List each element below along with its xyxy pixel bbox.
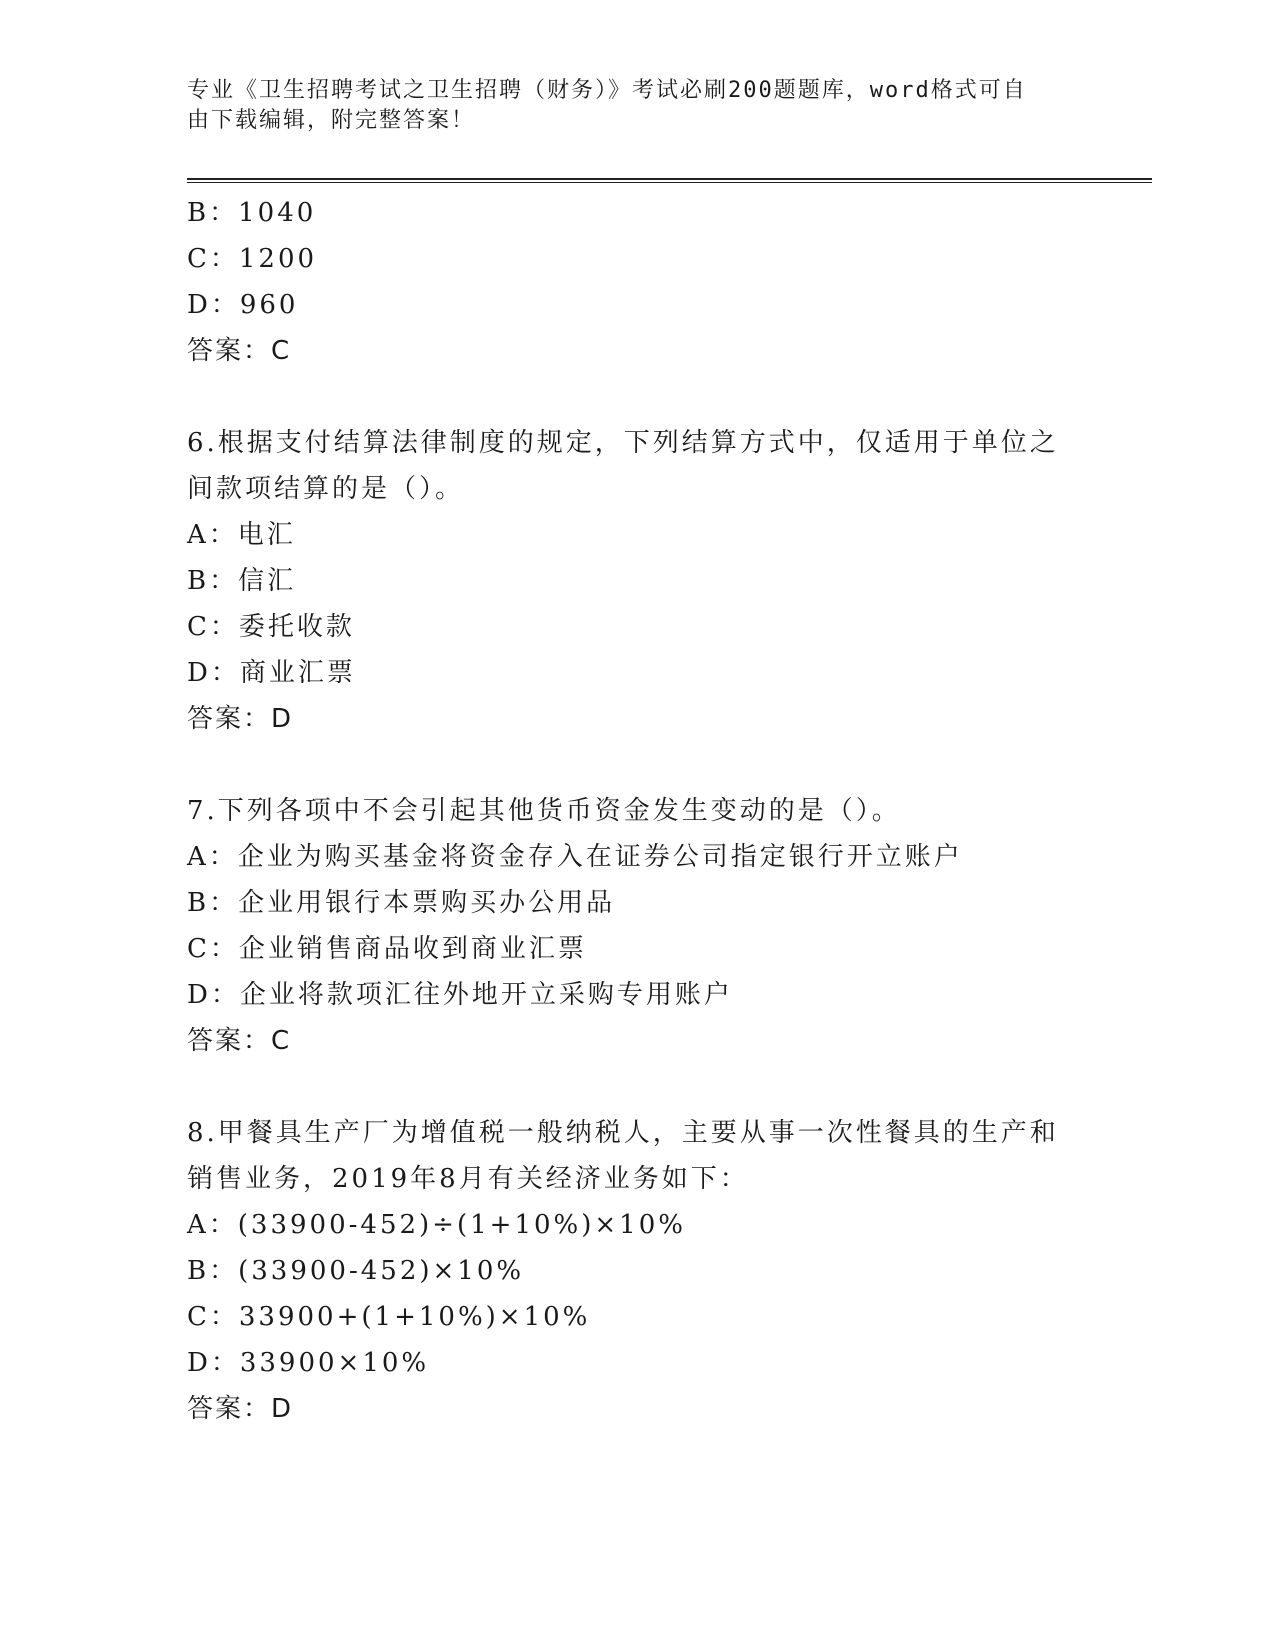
- answer-line: 答案：C: [187, 336, 292, 366]
- option-c: C：企业销售商品收到商业汇票: [187, 934, 587, 964]
- option-b: B：企业用银行本票购买办公用品: [187, 888, 616, 918]
- header-divider-thick: [187, 178, 1152, 180]
- header-divider-thin: [187, 182, 1152, 183]
- option-c: C：33900+(1+10%)×10%: [187, 1302, 591, 1332]
- option-d: D：33900×10%: [187, 1348, 430, 1378]
- answer-line: 答案：D: [187, 1394, 294, 1424]
- question-6: [187, 420, 1067, 742]
- question-text-line-1: 8.甲餐具生产厂为增值税一般纳税人，主要从事一次性餐具的生产和: [187, 1118, 1059, 1148]
- option-b: B：信汇: [187, 566, 297, 596]
- option-d: D：960: [187, 290, 299, 320]
- option-a: A：企业为购买基金将资金存入在证券公司指定银行开立账户: [187, 842, 963, 872]
- spacer: [187, 1064, 1067, 1110]
- document-header: [187, 76, 1067, 136]
- question-list: [187, 190, 1067, 1432]
- header-line-2: 由下载编辑，附完整答案！: [187, 108, 476, 133]
- option-d: D：商业汇票: [187, 658, 356, 688]
- question-8: [187, 1110, 1067, 1432]
- question-text-line-1: 6.根据支付结算法律制度的规定，下列结算方式中，仅适用于单位之: [187, 428, 1059, 458]
- spacer: [187, 742, 1067, 788]
- question-5-tail: [187, 190, 1067, 374]
- option-c: C：1200: [187, 244, 318, 274]
- option-d: D：企业将款项汇往外地开立采购专用账户: [187, 980, 733, 1010]
- answer-line: 答案：D: [187, 704, 294, 734]
- option-c: C：委托收款: [187, 612, 355, 642]
- question-7: [187, 788, 1067, 1064]
- header-line-1: 专业《卫生招聘考试之卫生招聘（财务）》考试必刷200题题库，word格式可自: [187, 78, 1027, 103]
- option-a: A：电汇: [187, 520, 296, 550]
- question-text-line-2: 销售业务，2019年8月有关经济业务如下：: [187, 1164, 749, 1194]
- question-text-line-2: 间款项结算的是（）。: [187, 474, 465, 504]
- option-b: B：1040: [187, 198, 317, 228]
- answer-line: 答案：C: [187, 1026, 292, 1056]
- spacer: [187, 374, 1067, 420]
- question-text-line-1: 7.下列各项中不会引起其他货币资金发生变动的是（）。: [187, 796, 901, 826]
- option-a: A：(33900-452)÷(1+10%)×10%: [187, 1210, 686, 1240]
- option-b: B：(33900-452)×10%: [187, 1256, 525, 1286]
